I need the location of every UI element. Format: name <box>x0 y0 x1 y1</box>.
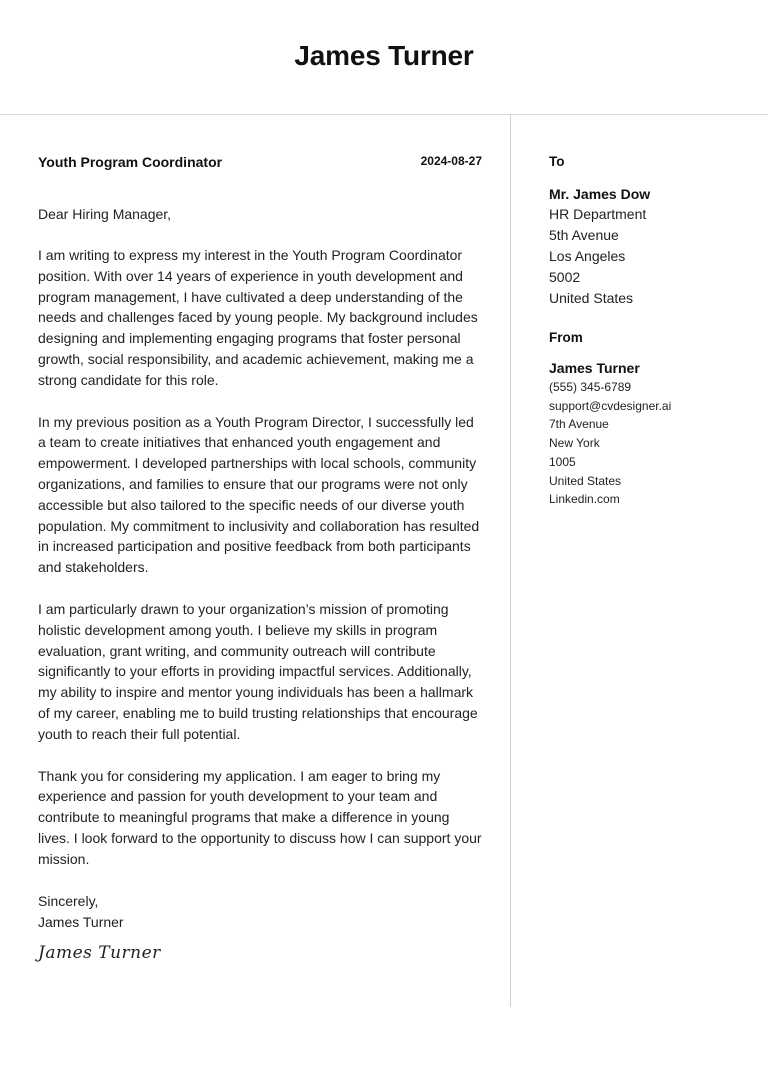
closing-name: James Turner <box>38 913 124 930</box>
job-title: Youth Program Coordinator <box>38 154 223 170</box>
from-label: From <box>549 330 583 345</box>
column-divider <box>510 115 511 1007</box>
sender-email[interactable]: support@cvdesigner.ai <box>549 398 672 413</box>
sender-phone: (555) 345-6789 <box>549 380 632 394</box>
paragraph-1: I am writing to express my interest in the Youth Program Coordinator position. With over 14 years of experience in youth development and program management, I have cultivated a deep understanding of the needs and challenges faced by young people. My background includes designing and implementing engaging programs that foster personal growth, social responsibility, and academic achievement, making me a strong candidate for this role. <box>38 247 478 388</box>
closing-block <box>38 891 482 933</box>
address-sidebar <box>549 154 759 509</box>
recipient-department: HR Department <box>549 206 647 222</box>
recipient-name: Mr. James Dow <box>549 186 651 202</box>
sender-website[interactable]: Linkedin.com <box>549 492 620 507</box>
closing-salutation: Sincerely, <box>38 892 99 909</box>
letter-meta-row <box>38 152 482 174</box>
recipient-country: United States <box>549 290 634 306</box>
paragraph-2: In my previous position as a Youth Program Director, I successfully led a team to create initiatives that enhanced youth engagement and empowerment. I developed partnerships with local schools, community organizations, and families to ensure that our programs were not only accessible but also tailored to the specific needs of our diverse youth population. My commitment to inclusivity and collaboration has resulted in increased participation and positive feedback from both participants and stakeholders. <box>38 413 480 576</box>
sender-country: United States <box>549 473 622 488</box>
recipient-city: Los Angeles <box>549 248 626 264</box>
greeting: Dear Hiring Manager, <box>38 206 172 222</box>
paragraph-3: I am particularly drawn to your organization’s mission of promoting holistic development among youth. I believe my skills in program evaluation, grant writing, and community outreach will contribute significantly to your efforts in providing impactful services. Additionally, my ability to inspire and mentor young individuals has been a hallmark of my career, enabling me to build trusting relationships that encourage youth to reach their full potential. <box>38 600 478 742</box>
handwritten-signature: James Turner <box>38 942 161 963</box>
header <box>0 0 768 115</box>
applicant-name: James Turner <box>294 40 474 71</box>
recipient-zip: 5002 <box>549 269 581 285</box>
sender-city: New York <box>549 436 600 451</box>
recipient-street: 5th Avenue <box>549 227 619 243</box>
to-label: To <box>549 154 565 169</box>
paragraph-4: Thank you for considering my application. I am eager to bring my experience and passion for youth development to your team and contribute to meaningful programs that make a difference in young lives. I look forward to the opportunity to discuss how I can support your mission. <box>38 767 482 867</box>
sender-name: James Turner <box>549 360 640 376</box>
sender-street: 7th Avenue <box>549 417 609 432</box>
letter-body <box>38 152 482 963</box>
letter-date: 2024-08-27 <box>420 154 482 168</box>
sender-zip: 1005 <box>549 454 576 469</box>
